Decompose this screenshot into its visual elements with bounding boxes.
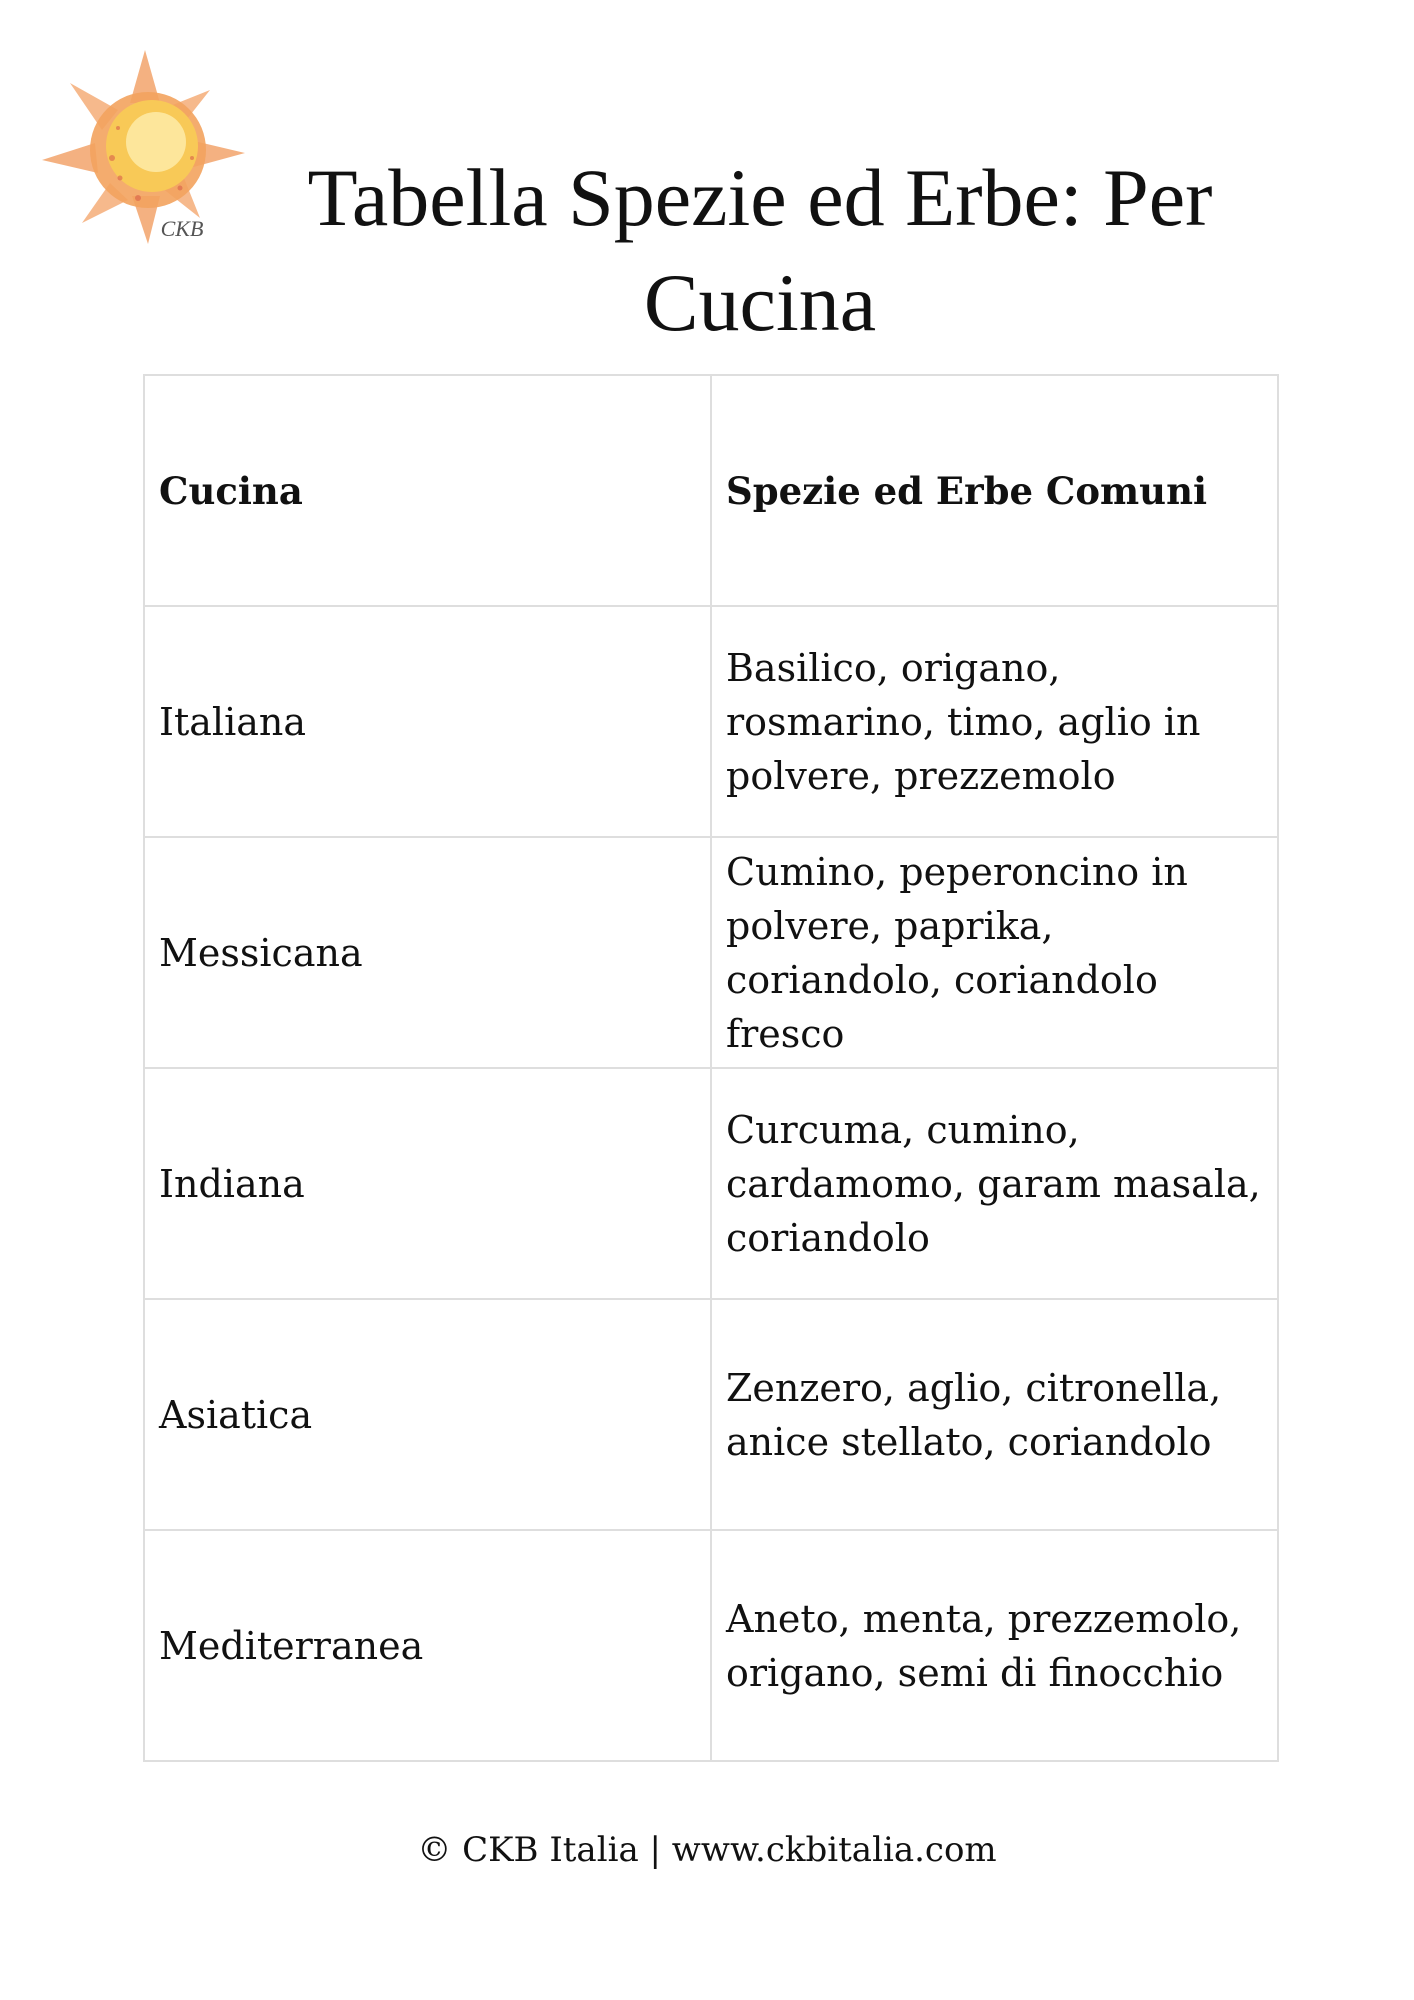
spices-cell: Zenzero, aglio, citronella, anice stellato, coriandolo: [711, 1299, 1278, 1530]
sun-highlight: [126, 112, 186, 172]
spices-cell: Aneto, menta, prezzemolo, origano, semi di finocchio: [711, 1530, 1278, 1761]
table-row: [144, 1530, 1278, 1761]
spices-cell: Curcuma, cumino, cardamomo, garam masala, coriandolo: [711, 1068, 1278, 1299]
table-header-row: [144, 375, 1278, 606]
cuisine-cell: Mediterranea: [144, 1530, 711, 1761]
page-title: Tabella Spezie ed Erbe: Per Cucina: [307, 152, 1213, 348]
logo-signature: CKB: [160, 216, 204, 241]
sun-logo: [40, 48, 250, 248]
sun-logo-icon: [40, 48, 250, 248]
header-spices: Spezie ed Erbe Comuni: [711, 375, 1278, 606]
table-row: [144, 1068, 1278, 1299]
spices-cell: Cumino, peperoncino in polvere, paprika, coriandolo, coriandolo fresco: [711, 837, 1278, 1068]
header-cuisine: Cucina: [144, 375, 711, 606]
cuisine-cell: Asiatica: [144, 1299, 711, 1530]
footer-copyright: © CKB Italia | www.ckbitalia.com: [417, 1830, 997, 1870]
cuisine-cell: Messicana: [144, 837, 711, 1068]
spices-cell: Basilico, origano, rosmarino, timo, aglio in polvere, prezzemolo: [711, 606, 1278, 837]
cuisine-cell: Indiana: [144, 1068, 711, 1299]
spice-table: [143, 374, 1279, 1762]
table-row: [144, 606, 1278, 837]
table-row: [144, 837, 1278, 1068]
cuisine-cell: Italiana: [144, 606, 711, 837]
table-row: [144, 1299, 1278, 1530]
